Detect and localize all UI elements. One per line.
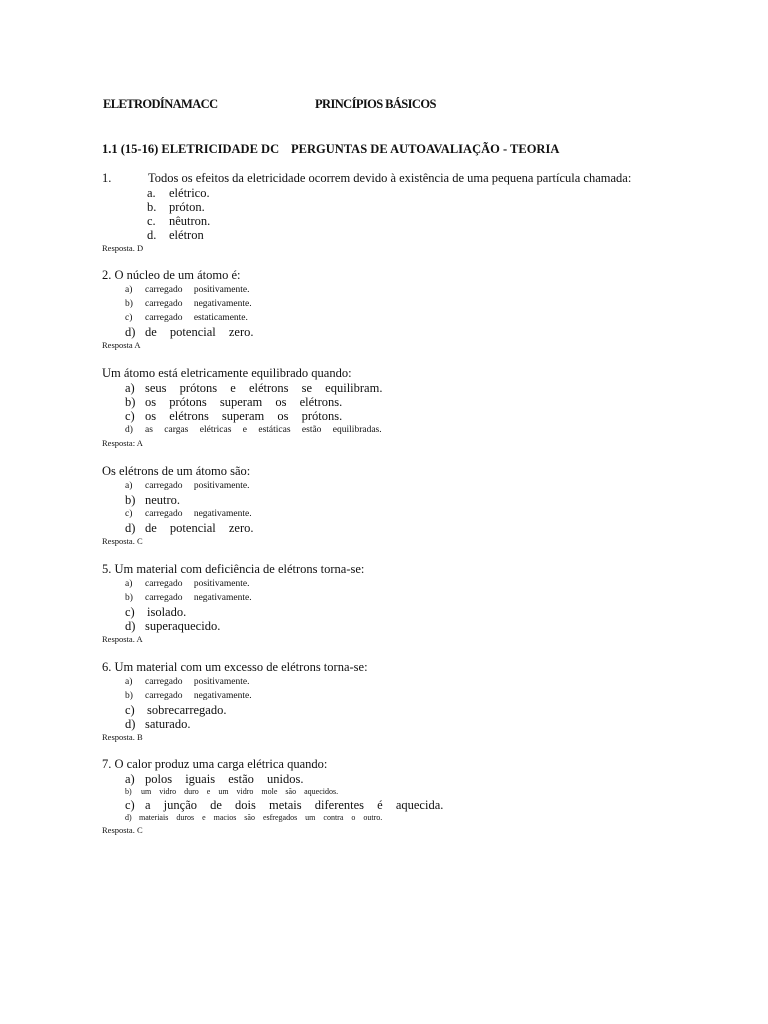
question-7 <box>102 757 662 836</box>
question-6 <box>102 660 662 743</box>
question-5 <box>102 562 662 645</box>
option: b. próton. <box>147 200 205 214</box>
option: a) carregado positivamente. <box>125 481 250 491</box>
option: c. nêutron. <box>147 214 211 228</box>
question-stem: Um átomo está eletricamente equilibrado quando: <box>102 366 352 380</box>
question-stem: Os elétrons de um átomo são: <box>102 464 251 478</box>
option: a) carregado positivamente. <box>125 677 250 687</box>
option: a) carregado positivamente. <box>125 285 250 295</box>
answer-label: Resposta. A <box>102 634 143 644</box>
option: b) carregado negativamente. <box>125 593 252 603</box>
question-stem: 6. Um material com um excesso de elétrons torna-se: <box>102 660 368 674</box>
option: d) saturado. <box>125 717 191 731</box>
options-list <box>102 675 662 731</box>
option: b) os prótons superam os elétrons. <box>125 395 343 409</box>
answer-label: Resposta. C <box>102 825 143 835</box>
option: a) seus prótons e elétrons se equilibram. <box>125 381 383 395</box>
option: c) carregado negativamente. <box>125 509 252 519</box>
question-4 <box>102 464 662 547</box>
answer-label: Resposta. D <box>102 243 144 253</box>
option: d) de potencial zero. <box>125 325 254 339</box>
option: c) isolado. <box>125 605 187 619</box>
question-3 <box>102 366 662 449</box>
question-2 <box>102 268 662 351</box>
option: d) superaquecido. <box>125 619 221 633</box>
answer-label: Resposta A <box>102 340 141 350</box>
option: c) a junção de dois metais diferentes é aquecida. <box>125 798 444 812</box>
option: a. elétrico. <box>147 186 210 200</box>
option: a) polos iguais estão unidos. <box>125 772 304 786</box>
answer-label: Resposta: A <box>102 438 143 448</box>
option: a) carregado positivamente. <box>125 579 250 589</box>
option: b) neutro. <box>125 493 181 507</box>
option: d) materiais duros e macios são esfregados um contra o outro. <box>125 813 383 822</box>
answer-label: Resposta. C <box>102 536 143 546</box>
question-stem: 7. O calor produz uma carga elétrica quando: <box>102 757 328 771</box>
options-list <box>102 577 662 633</box>
option: c) os elétrons superam os prótons. <box>125 409 343 423</box>
option: c) sobrecarregado. <box>125 703 227 717</box>
question-number: 1. <box>102 171 112 185</box>
question-stem: 1. Todos os efeitos da eletricidade ocorrem devido à existência de uma pequena partícula chamada: <box>102 171 632 185</box>
question-1 <box>102 171 662 254</box>
option: b) um vidro duro e um vidro mole são aquecidos. <box>125 787 339 796</box>
option: b) carregado negativamente. <box>125 691 252 701</box>
option: d. elétron <box>147 228 204 242</box>
option: c) carregado estaticamente. <box>125 313 248 323</box>
question-stem: 2. O núcleo de um átomo é: <box>102 268 241 282</box>
options-list <box>102 479 662 535</box>
option: d) as cargas elétricas e estáticas estão equilibradas. <box>125 425 382 435</box>
header-right: PRINCÍPIOS BÁSICOS <box>315 97 436 111</box>
options-list <box>102 186 662 242</box>
answer-label: Resposta. B <box>102 732 143 742</box>
section-title: PERGUNTAS DE AUTOAVALIAÇÃO - TEORIA <box>291 142 560 156</box>
option: b) carregado negativamente. <box>125 299 252 309</box>
section-code: 1.1 (15-16) ELETRICIDADE DC <box>102 142 280 156</box>
options-list <box>102 283 662 339</box>
header-left: ELETRODÍNAMACC <box>103 97 218 111</box>
option: d) de potencial zero. <box>125 521 254 535</box>
options-list <box>102 381 662 437</box>
options-list <box>102 772 662 824</box>
question-stem: 5. Um material com deficiência de elétrons torna-se: <box>102 562 365 576</box>
